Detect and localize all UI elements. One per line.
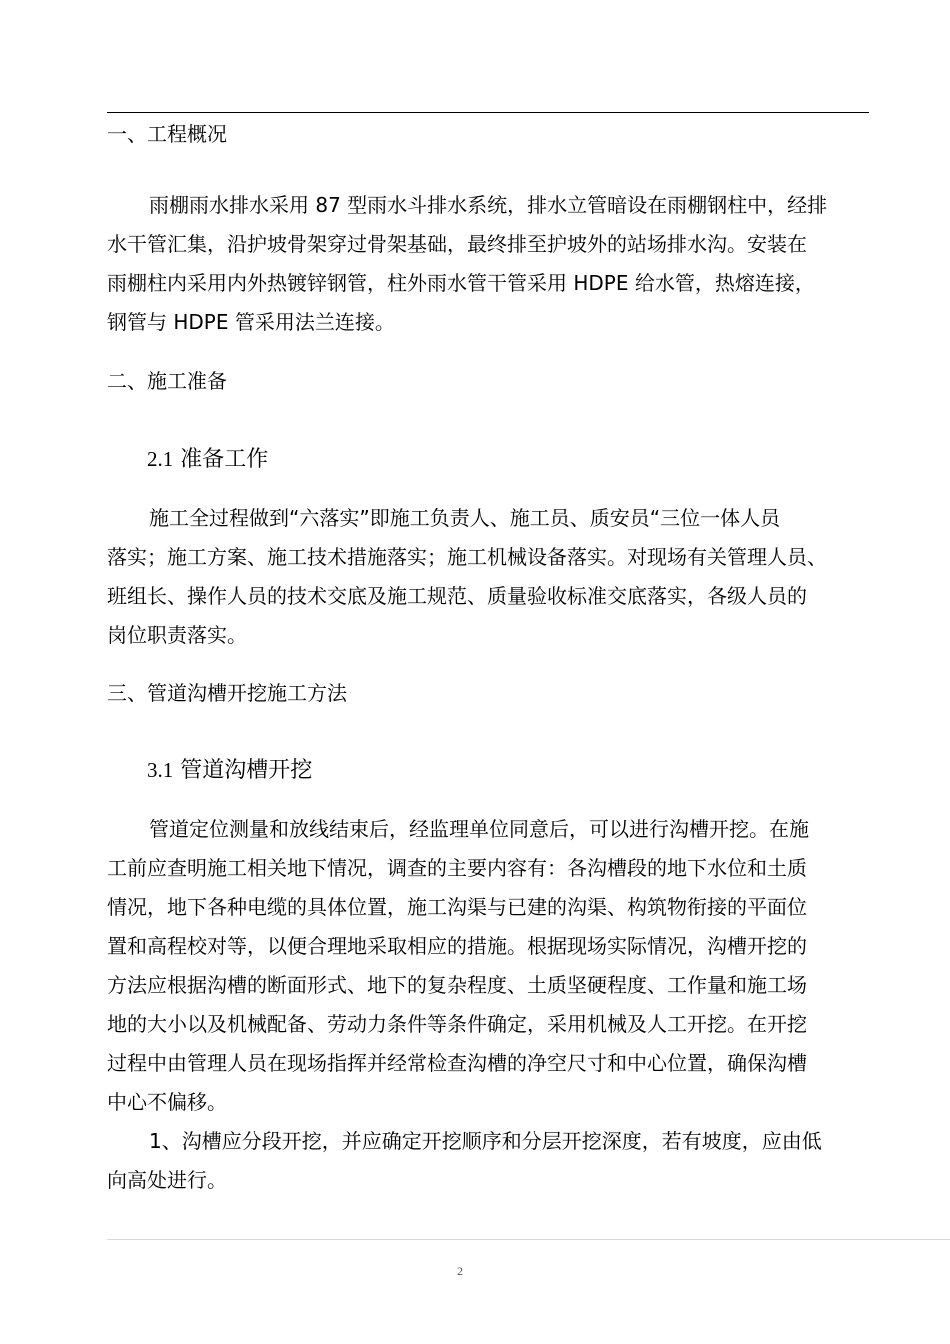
- section-heading-overview: 一、工程概况: [107, 122, 227, 146]
- text-line: 方法应根据沟槽的断面形式、地下的复杂程度、土质坚硬程度、工作量和施工场: [107, 973, 807, 997]
- paragraph-preparation: [107, 499, 869, 655]
- header-rule: [107, 112, 869, 113]
- text-line: 雨棚雨水排水采用 87 型雨水斗排水系统，排水立管暗设在雨棚钢柱中，经排: [149, 193, 828, 217]
- text-line: 雨棚柱内采用内外热镀锌钢管，柱外雨水管干管采用 HDPE 给水管，热熔连接，: [107, 271, 815, 295]
- text-line: 管道定位测量和放线结束后，经监理单位同意后，可以进行沟槽开挖。在施: [149, 817, 809, 841]
- text-line: 置和高程校对等，以便合理地采取相应的措施。根据现场实际情况，沟槽开挖的: [107, 934, 807, 958]
- page-number: 2: [457, 1264, 463, 1278]
- text-line: 1、沟槽应分段开挖，并应确定开挖顺序和分层开挖深度，若有坡度，应由低: [149, 1129, 822, 1153]
- text-line: 地的大小以及机械配备、劳动力条件等条件确定，采用机械及人工开挖。在开挖: [107, 1012, 807, 1036]
- section-heading-trench: 三、管道沟槽开挖施工方法: [107, 681, 347, 705]
- section-heading-preparation: 二、施工准备: [107, 369, 227, 393]
- paragraph-trench: [107, 810, 869, 1122]
- text-line: 施工全过程做到“六落实”即施工负责人、施工员、质安员“三位一体人员: [149, 506, 781, 530]
- footer-rule: [107, 1239, 950, 1240]
- text-line: 过程中由管理人员在现场指挥并经常检查沟槽的净空尺寸和中心位置，确保沟槽: [107, 1051, 807, 1075]
- subsection-number: 2.1: [147, 447, 174, 471]
- subsection-heading-2-1: [147, 444, 268, 475]
- subsection-title: 管道沟槽开挖: [180, 758, 313, 783]
- text-line: 岗位职责落实。: [107, 623, 247, 647]
- text-line: 向高处进行。: [107, 1168, 227, 1192]
- paragraph-overview: [107, 186, 869, 342]
- text-line: 钢管与 HDPE 管采用法兰连接。: [107, 310, 395, 334]
- subsection-number: 3.1: [147, 758, 174, 782]
- text-line: 水干管汇集，沿护坡骨架穿过骨架基础，最终排至护坡外的站场排水沟。安装在: [107, 232, 807, 256]
- subsection-title: 准备工作: [180, 447, 269, 472]
- text-line: 工前应查明施工相关地下情况，调查的主要内容有：各沟槽段的地下水位和土质: [107, 856, 807, 880]
- text-line: 情况，地下各种电缆的具体位置，施工沟渠与已建的沟渠、构筑物衔接的平面位: [107, 895, 807, 919]
- paragraph-trench-item-1: [107, 1122, 869, 1200]
- subsection-heading-3-1: [147, 755, 312, 786]
- text-line: 中心不偏移。: [107, 1090, 227, 1114]
- text-line: 落实；施工方案、施工技术措施落实；施工机械设备落实。对现场有关管理人员、: [107, 545, 827, 569]
- text-line: 班组长、操作人员的技术交底及施工规范、质量验收标准交底落实，各级人员的: [107, 584, 807, 608]
